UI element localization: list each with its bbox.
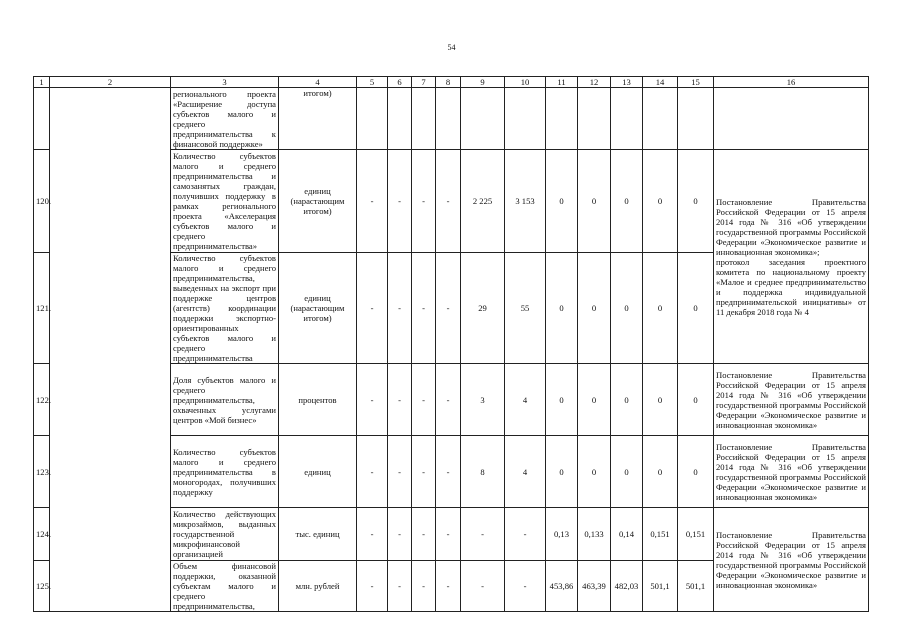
value-cell: -: [357, 253, 388, 364]
indicator-name: Количество субъектов малого и среднего предпринимательства, выведенных на экспорт при поддержке центров (агентств) координации поддержки экспортно-ориентированных субъектов малого и среднего предпринимательства: [171, 253, 279, 364]
row-number: 123.: [34, 436, 50, 508]
value-cell: -: [461, 561, 505, 612]
value-cell: 0: [611, 436, 643, 508]
value-cell: 453,86: [546, 561, 578, 612]
value-cell: 0: [678, 150, 714, 253]
column-number: 2: [50, 77, 171, 88]
unit: тыс. единиц: [279, 508, 357, 561]
value-cell: 0: [578, 253, 611, 364]
value-cell: -: [412, 364, 436, 436]
basis: Постановление Правительства Российской Федерации от 15 апреля 2014 года № 316 «Об утверждении государственной программы Российской Федерации «Экономическое развитие и инновационная экономика»: [714, 436, 869, 508]
value-cell: -: [412, 508, 436, 561]
column-number: 6: [388, 77, 412, 88]
row-number: 122.: [34, 364, 50, 436]
value-cell: -: [412, 561, 436, 612]
value-cell: -: [436, 364, 461, 436]
value-cell: 0: [643, 253, 678, 364]
table-row: [34, 88, 869, 150]
page-number: 54: [447, 43, 456, 52]
column-number: 16: [714, 77, 869, 88]
column-number: 5: [357, 77, 388, 88]
column-number: 15: [678, 77, 714, 88]
value-cell: 29: [461, 253, 505, 364]
value-cell: -: [357, 150, 388, 253]
value-cell: 0: [678, 253, 714, 364]
value-cell: -: [461, 508, 505, 561]
value-cell: 0: [643, 436, 678, 508]
unit: единиц: [279, 436, 357, 508]
value-cell: 0,14: [611, 508, 643, 561]
value-cell: 0,133: [578, 508, 611, 561]
value-cell: -: [505, 508, 546, 561]
column-number: 8: [436, 77, 461, 88]
value-cell: -: [505, 561, 546, 612]
column-number: 14: [643, 77, 678, 88]
value-cell: -: [436, 561, 461, 612]
value-cell: 4: [505, 436, 546, 508]
row-number: 124.: [34, 508, 50, 561]
value-cell: 0: [578, 364, 611, 436]
value-cell: -: [436, 436, 461, 508]
value-cell: -: [388, 561, 412, 612]
indicator-name: Объем финансовой поддержки, оказанной субъектам малого и среднего предпринимательства,: [171, 561, 279, 612]
column-number: 9: [461, 77, 505, 88]
value-cell: 0,151: [643, 508, 678, 561]
unit: процентов: [279, 364, 357, 436]
value-cell: -: [388, 436, 412, 508]
value-cell: 4: [505, 364, 546, 436]
value-cell: 501,1: [643, 561, 678, 612]
column-number: 10: [505, 77, 546, 88]
value-cell: -: [412, 253, 436, 364]
value-cell: 0: [643, 150, 678, 253]
value-cell: 0: [546, 253, 578, 364]
value-cell: -: [412, 436, 436, 508]
column-number: 4: [279, 77, 357, 88]
value-cell: 3: [461, 364, 505, 436]
value-cell: -: [388, 253, 412, 364]
value-cell: 3 153: [505, 150, 546, 253]
value-cell: -: [388, 508, 412, 561]
column-number: 11: [546, 77, 578, 88]
group-cell: [50, 88, 171, 612]
value-cell: 2 225: [461, 150, 505, 253]
value-cell: 0,151: [678, 508, 714, 561]
value-cell: 0: [643, 364, 678, 436]
indicators-table: [33, 76, 869, 612]
value-cell: 8: [461, 436, 505, 508]
basis: Постановление Правительства Российской Федерации от 15 апреля 2014 года № 316 «Об утверждении государственной программы Российской Федерации «Экономическое развитие и инновационная экономика»: [714, 364, 869, 436]
value-cell: 0: [678, 436, 714, 508]
value-cell: -: [357, 364, 388, 436]
value-cell: 0: [611, 150, 643, 253]
value-cell: 0: [546, 436, 578, 508]
value-cell: -: [412, 150, 436, 253]
unit: единиц (нарастающим итогом): [279, 150, 357, 253]
row-number: 125.: [34, 561, 50, 612]
indicator-name: Количество субъектов малого и среднего предпринимательства в моногородах, получивших поддержку: [171, 436, 279, 508]
unit: единиц (нарастающим итогом): [279, 253, 357, 364]
column-number: 12: [578, 77, 611, 88]
value-cell: 0: [546, 364, 578, 436]
value-cell: -: [388, 150, 412, 253]
value-cell: 0,13: [546, 508, 578, 561]
unit: итогом): [279, 88, 357, 150]
value-cell: 0: [546, 150, 578, 253]
value-cell: -: [436, 253, 461, 364]
value-cell: -: [436, 150, 461, 253]
row-number: [34, 88, 50, 150]
row-number: 121.: [34, 253, 50, 364]
value-cell: 0: [611, 364, 643, 436]
value-cell: -: [357, 508, 388, 561]
value-cell: 0: [578, 436, 611, 508]
indicator-name: Доля субъектов малого и среднего предпринимательства, охваченных услугами центров «Мой бизнес»: [171, 364, 279, 436]
value-cell: -: [388, 364, 412, 436]
column-number: 13: [611, 77, 643, 88]
basis: Постановление Правительства Российской Федерации от 15 апреля 2014 года № 316 «Об утверждении государственной программы Российской Федерации «Экономическое развитие и инновационная экономика»: [714, 508, 869, 612]
value-cell: 0: [611, 253, 643, 364]
column-number: 3: [171, 77, 279, 88]
value-cell: 463,39: [578, 561, 611, 612]
value-cell: -: [357, 436, 388, 508]
row-number: 120.: [34, 150, 50, 253]
column-number: 1: [34, 77, 50, 88]
basis: [714, 88, 869, 150]
column-number-row: [34, 77, 869, 88]
value-cell: 0: [678, 364, 714, 436]
indicator-name: Количество субъектов малого и среднего предпринимательства и самозанятых граждан, получивших поддержку в рамках регионального проекта «Акселерация субъектов малого и среднего предпринимательства»: [171, 150, 279, 253]
unit: млн. рублей: [279, 561, 357, 612]
basis: Постановление Правительства Российской Федерации от 15 апреля 2014 года № 316 «Об утверждении государственной программы Российской Федерации «Экономическое развитие и инновационная экономика»; протокол заседания проектного комитета по национальному проекту «Малое и среднее предпринимательство и поддержка индивидуальной предпринимательской инициативы» от 11 декабря 2018 года № 4: [714, 150, 869, 364]
value-cell: 482,03: [611, 561, 643, 612]
indicator-name: регионального проекта «Расширение доступа субъектов малого и среднего предпринимательства к финансовой поддержке»: [171, 88, 279, 150]
value-cell: -: [357, 561, 388, 612]
column-number: 7: [412, 77, 436, 88]
value-cell: 0: [578, 150, 611, 253]
value-cell: 55: [505, 253, 546, 364]
value-cell: 501,1: [678, 561, 714, 612]
indicator-name: Количество действующих микрозаймов, выданных государственной микрофинансовой организацией: [171, 508, 279, 561]
value-cell: -: [436, 508, 461, 561]
